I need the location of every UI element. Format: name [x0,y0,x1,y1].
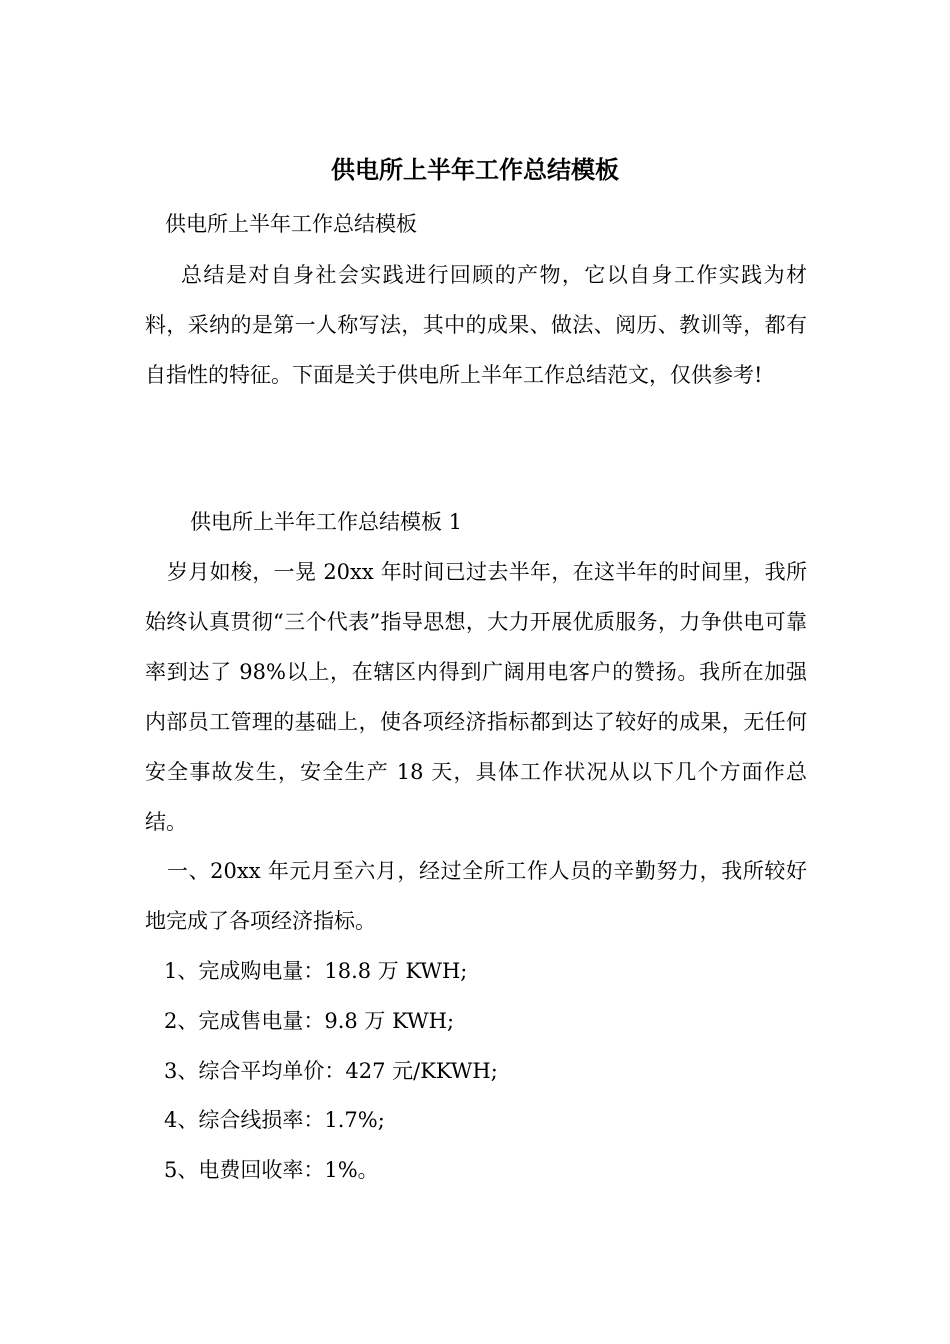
document-subtitle: 供电所上半年工作总结模板 [165,212,417,236]
intro-paragraph: 总结是对自身社会实践进行回顾的产物，它以自身工作实践为材料，采纳的是第一人称写法，其中的成果、做法、阅历、教训等，都有自指性的特征。下面是关于供电所上半年工作总结范文，仅供参考! [145,263,807,387]
list-item: 2、完成售电量：9.8 万 KWH; [164,1009,455,1033]
document-title: 供电所上半年工作总结模板 [331,155,619,184]
list-item: 4、综合线损率：1.7%; [164,1108,385,1132]
body-paragraph: 岁月如梭，一晃 20xx 年时间已过去半年，在这半年的时间里，我所始终认真贯彻“三个代表”指导思想，大力开展优质服务，力争供电可靠率到达了 98%以上，在辖区内得到广阔用电客户的赞扬。我所在加强内部员工管理的基础上，使各项经济指标都到达了较好的成果，无任何安全事故发生，安全生产 18 天，具体工作状况从以下几个方面作总结。 [145,560,807,834]
body-paragraph: 一、20xx 年元月至六月，经过全所工作人员的辛勤努力，我所较好地完成了各项经济指标。 [145,859,807,933]
section-heading: 供电所上半年工作总结模板 1 [190,510,463,534]
list-item: 1、完成购电量：18.8 万 KWH; [164,959,468,983]
list-item: 3、综合平均单价：427 元/KKWH; [164,1059,498,1083]
list-item: 5、电费回收率：1%。 [164,1158,379,1182]
